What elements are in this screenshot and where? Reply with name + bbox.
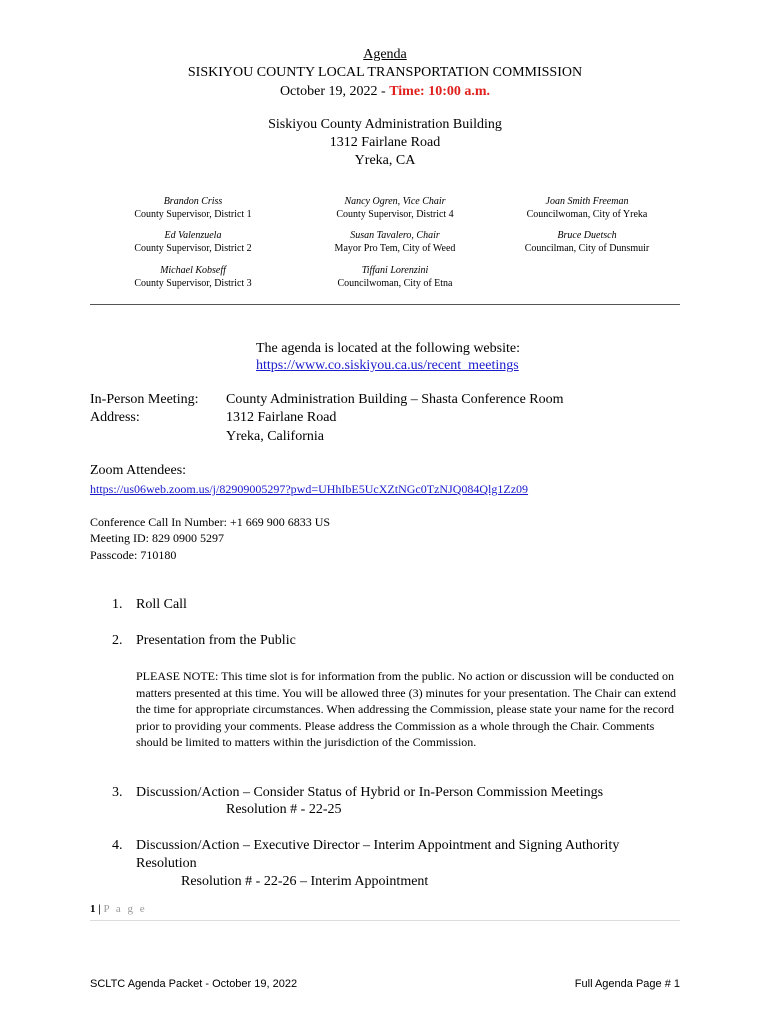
member-card: Joan Smith Freeman Councilwoman, City of Yreka	[526, 196, 648, 220]
meeting-date: October 19, 2022 - Time: 10:00 a.m.	[279, 84, 491, 99]
public-comment-note: PLEASE NOTE: This time slot is for information from the public. No action or discussion will be conducted on matters presented at this time. You will be allowed three (3) minutes for your presentation. The Chair can extend the time for appropriate circumstances. When addressing the Commission, please state your name for the record prior to providing your comments. Please address the Commission as a whole through the Chair. Comments should be limited to matters within the jurisdiction of the Commission.	[136, 669, 676, 749]
member-card: Bruce Duetsch Councilman, City of Dunsmuir	[524, 230, 650, 254]
footer-left: SCLTC Agenda Packet - October 19, 2022	[90, 978, 298, 990]
website-link[interactable]: https://www.co.siskiyou.ca.us/recent_meetings	[256, 358, 519, 373]
website-link-row	[256, 357, 519, 375]
agenda-item-number: 1.	[112, 597, 123, 612]
conference-call-number: Conference Call In Number: +1 669 900 6833 US	[90, 515, 331, 529]
agenda-item-number: 4.	[112, 838, 123, 853]
zoom-label: Zoom Attendees:	[90, 463, 187, 478]
meeting-id: Meeting ID: 829 0900 5297	[90, 531, 224, 545]
meeting-street: 1312 Fairlane Road	[226, 410, 337, 425]
building-name: Siskiyou County Administration Building	[268, 117, 502, 132]
agenda-item-public-presentation: Presentation from the Public	[136, 633, 296, 648]
commission-title: SISKIYOU COUNTY LOCAL TRANSPORTATION COMMISSION	[187, 65, 583, 80]
member-card: Brandon Criss County Supervisor, District 1	[134, 196, 252, 220]
footer-right: Full Agenda Page # 1	[574, 978, 680, 990]
member-card: Tiffani Lorenzini Councilwoman, City of Etna	[337, 265, 453, 289]
member-card: Michael Kobseff County Supervisor, District 3	[134, 265, 252, 289]
zoom-link-row	[90, 481, 528, 498]
agenda-item-number: 3.	[112, 785, 123, 800]
meeting-room: County Administration Building – Shasta Conference Room	[226, 392, 564, 407]
address-label: Address:	[90, 410, 140, 425]
member-card: Ed Valenzuela County Supervisor, District 2	[134, 230, 252, 254]
zoom-link[interactable]: https://us06web.zoom.us/j/82909005297?pwd=UHhIbE5UcXZtNGc0TzNJQ084Qlg1Zz09	[90, 482, 529, 496]
meeting-city: Yreka, California	[226, 429, 324, 444]
header-divider	[90, 304, 680, 305]
passcode: Passcode: 710180	[90, 548, 177, 562]
member-card: Susan Tavalero, Chair Mayor Pro Tem, City of Weed	[334, 230, 456, 254]
member-card: Nancy Ogren, Vice Chair County Supervisor, District 4	[336, 196, 454, 220]
agenda-item-interim-appointment-cont: Resolution	[136, 856, 197, 871]
page-marker: 1 | P a g e	[90, 903, 147, 915]
building-street: 1312 Fairlane Road	[329, 135, 441, 150]
agenda-item-hybrid-meetings: Discussion/Action – Consider Status of Hybrid or In-Person Commission Meetings	[136, 785, 604, 800]
resolution-22-26: Resolution # - 22-26 – Interim Appointment	[181, 874, 429, 889]
agenda-label: Agenda	[363, 47, 407, 62]
agenda-item-number: 2.	[112, 633, 123, 648]
resolution-22-25: Resolution # - 22-25	[226, 802, 342, 817]
agenda-item-roll-call: Roll Call	[136, 597, 187, 612]
in-person-label: In-Person Meeting:	[90, 392, 199, 407]
website-intro: The agenda is located at the following website:	[256, 341, 520, 356]
building-city: Yreka, CA	[354, 153, 416, 168]
agenda-item-interim-appointment: Discussion/Action – Executive Director – Interim Appointment and Signing Authority	[136, 838, 620, 853]
meeting-time: Time: 10:00 a.m.	[389, 84, 491, 99]
page-marker-divider	[90, 920, 680, 921]
